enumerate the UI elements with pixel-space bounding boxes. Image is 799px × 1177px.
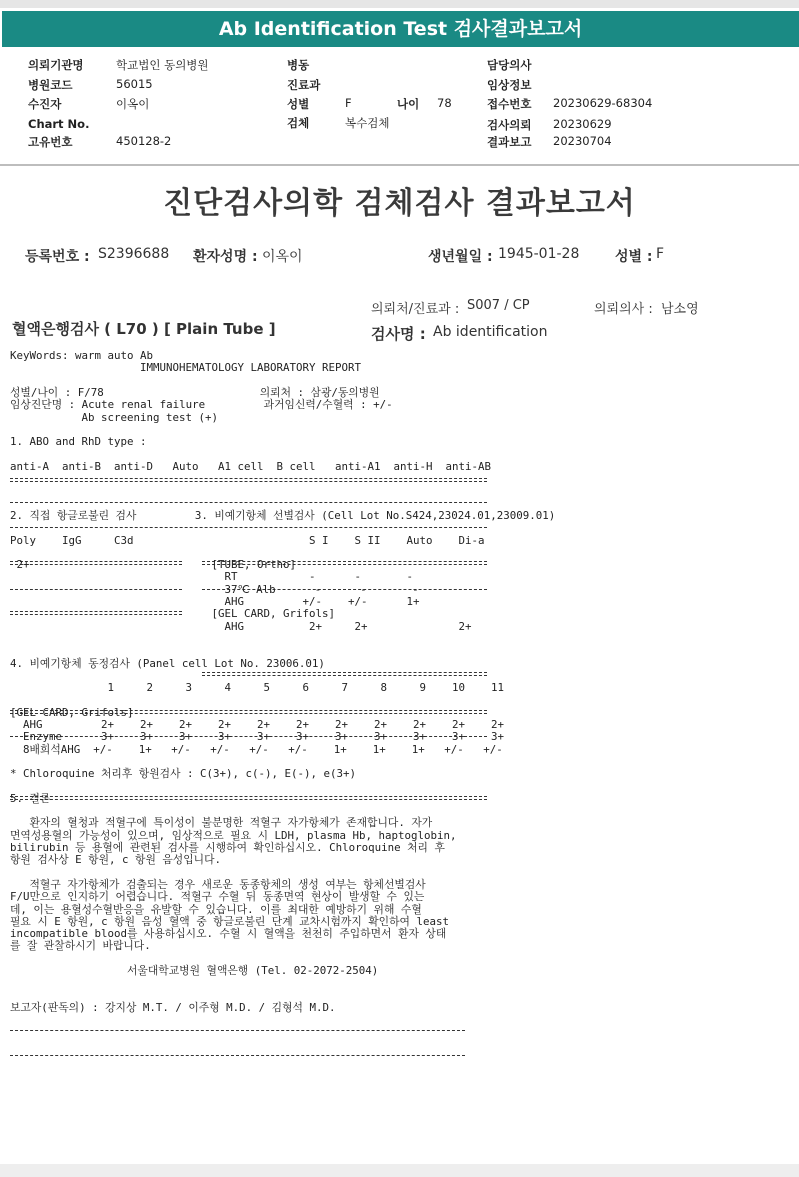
- label-requesting-institution: 의뢰기관명: [28, 58, 84, 72]
- body-line: 2+ [TUBE, Ortho]: [10, 558, 297, 572]
- body-line: 면역성용혈의 가능성이 있으며, 임상적으로 필요 시 LDH, plasma Hb, haptoglobin,: [10, 828, 457, 842]
- label-sex: 성별: [287, 97, 310, 111]
- body-line: 1 2 3 4 5 6 7 8 9 10 11: [10, 681, 505, 695]
- label-chart-no: Chart No.: [28, 117, 90, 131]
- label-unique-id: 고유번호: [28, 135, 73, 149]
- value-requesting-institution: 학교법인 동의병원: [116, 58, 209, 72]
- value-patient: 이옥이: [116, 97, 150, 111]
- label-age: 나이: [397, 97, 420, 111]
- body-line: RT - - -: [10, 570, 414, 584]
- rule: [10, 1030, 465, 1031]
- label-ward: 병동: [287, 58, 310, 72]
- value-hospital-code: 56015: [116, 77, 153, 91]
- value-age: 78: [437, 96, 452, 110]
- dob-value: 1945-01-28: [498, 246, 580, 262]
- doctor-value: 남소영: [661, 302, 699, 317]
- sex-label: 성별 :: [615, 249, 653, 265]
- dept-value: S007 / CP: [467, 298, 530, 313]
- patient-name-value: 이옥이: [262, 249, 303, 265]
- patient-name-label: 환자성명 :: [193, 249, 258, 265]
- body-line: [GEL CARD, Grifols]: [10, 705, 134, 719]
- body-line: Enzyme 3+ 3+ 3+ 3+ 3+ 3+ 3+ 3+ 3+ 3+ 3+: [10, 730, 505, 744]
- rule: [10, 478, 487, 482]
- test-name-label: 검사명 :: [371, 325, 426, 343]
- body-line: AHG 2+ 2+ 2+ 2+ 2+ 2+ 2+ 2+ 2+ 2+ 2+: [10, 718, 505, 731]
- body-line: IMMUNOHEMATOLOGY LABORATORY REPORT: [10, 361, 362, 375]
- label-doctor: 담당의사: [487, 58, 532, 72]
- body-line: 37℃ Alb - - -: [10, 582, 419, 596]
- body-line: F/U만으로 인지하기 어렵습니다. 적혈구 수혈 뒤 동종면역 현상이 발생할 수 있는: [10, 890, 425, 904]
- body-line: AHG +/- +/- 1+: [10, 595, 420, 608]
- body-line: 항원 검사상 E 항원, c 항원 음성입니다.: [10, 853, 222, 867]
- bottom-bar: [0, 1164, 799, 1177]
- body-line: incompatible blood를 사용하십시오. 수혈 시 혈액을 천천히 주입하면서 환자 상태: [10, 927, 447, 941]
- label-accession-no: 접수번호: [487, 97, 532, 111]
- body-line: 데, 이는 용혈성수혈반응을 유발할 수 있습니다. 이를 최대한 예방하기 위해 수혈: [10, 902, 422, 916]
- value-sex: F: [345, 96, 352, 110]
- value-report-date: 20230704: [553, 134, 612, 148]
- rule: [10, 527, 487, 528]
- body-line: 를 잘 관찰하시기 바랍니다.: [10, 939, 151, 953]
- body-line: Ab screening test (+): [10, 410, 219, 424]
- value-accession-no: 20230629-68304: [553, 96, 653, 110]
- label-report-date: 결과보고: [487, 135, 532, 149]
- body-line: [GEL CARD, Grifols]: [10, 607, 336, 621]
- body-line: bilirubin 등 용혈에 관련된 검사를 시행하여 확인하십시오. Chloroquine 처리 후: [10, 841, 445, 854]
- value-specimen: 복수검체: [345, 116, 390, 130]
- doctor-label: 의뢰의사 :: [594, 302, 653, 317]
- label-patient: 수진자: [28, 97, 62, 111]
- banner-title: Ab Identification Test 검사결과보고서: [2, 11, 799, 47]
- body-line: 1. ABO and RhD type :: [10, 435, 147, 449]
- value-unique-id: 450128-2: [116, 134, 172, 148]
- body-line: anti-A anti-B anti-D Auto A1 cell B cell anti-A1 anti-H anti-AB: [10, 459, 492, 473]
- body-line: 8배희석AHG +/- 1+ +/- +/- +/- +/- 1+ 1+ 1+ +/- +/-: [10, 742, 503, 756]
- body-line: 5. 결론: [10, 791, 51, 805]
- label-clinical-info: 임상정보: [487, 78, 532, 92]
- body-line: 서울대학교병원 혈액은행 (Tel. 02-2072-2504): [10, 964, 379, 977]
- rule: [10, 502, 487, 503]
- label-hospital-code: 병원코드: [28, 78, 73, 92]
- dept-label: 의뢰처/진료과 :: [371, 302, 460, 317]
- value-request-date: 20230629: [553, 117, 612, 131]
- sex-value: F: [656, 246, 665, 262]
- label-request-date: 검사의뢰: [487, 118, 532, 132]
- header-separator: [0, 164, 799, 166]
- test-name-value: Ab identification: [433, 324, 548, 340]
- body-line: 성별/나이 : F/78 의뢰처 : 삼광/동의병원: [10, 385, 380, 399]
- body-line: 적혈구 자가항체가 검출되는 경우 새로운 동종항체의 생성 여부는 항체선별검사: [10, 877, 426, 891]
- dob-label: 생년월일 :: [428, 249, 493, 265]
- top-bar: [0, 0, 799, 8]
- body-line: AHG 2+ 2+ 2+: [10, 619, 472, 633]
- reg-no-value: S2396688: [98, 246, 170, 262]
- body-line: 임상진단명 : Acute renal failure 과거임신력/수혈력 : +/-: [10, 398, 393, 412]
- rule: [10, 796, 487, 800]
- body-line: 환자의 혈청과 적혈구에 특이성이 불분명한 적혈구 자가항체가 존재합니다. 자가: [10, 816, 433, 830]
- body-line: 보고자(판독의) : 강지상 M.T. / 이주형 M.D. / 김형석 M.D.: [10, 1000, 336, 1014]
- test-group: 혈액은행검사 ( L70 ) [ Plain Tube ]: [12, 320, 276, 338]
- reg-no-label: 등록번호 :: [25, 249, 90, 265]
- body-line: KeyWords: warm auto Ab: [10, 349, 154, 362]
- body-line: * Chloroquine 처리후 항원검사 : C(3+), c(-), E(-), e(3+): [10, 767, 357, 781]
- body-line: 2. 직접 항글로불린 검사 3. 비예기항체 선별검사 (Cell Lot No.S424,23024.01,23009.01): [10, 508, 556, 522]
- rule: [202, 672, 487, 676]
- body-line: Poly IgG C3d S I S II Auto Di-a: [10, 533, 485, 547]
- rule: [10, 1055, 465, 1056]
- body-line: 필요 시 E 항원, c 항원 음성 혈액 중 항글로불린 단계 교차시험까지 확인하여 least: [10, 914, 449, 928]
- body-line: 4. 비예기항체 동정검사 (Panel cell Lot No. 23006.01): [10, 656, 325, 670]
- label-department: 진료과: [287, 78, 321, 92]
- label-specimen: 검체: [287, 116, 310, 130]
- report-title: 진단검사의학 검체검사 결과보고서: [163, 186, 636, 221]
